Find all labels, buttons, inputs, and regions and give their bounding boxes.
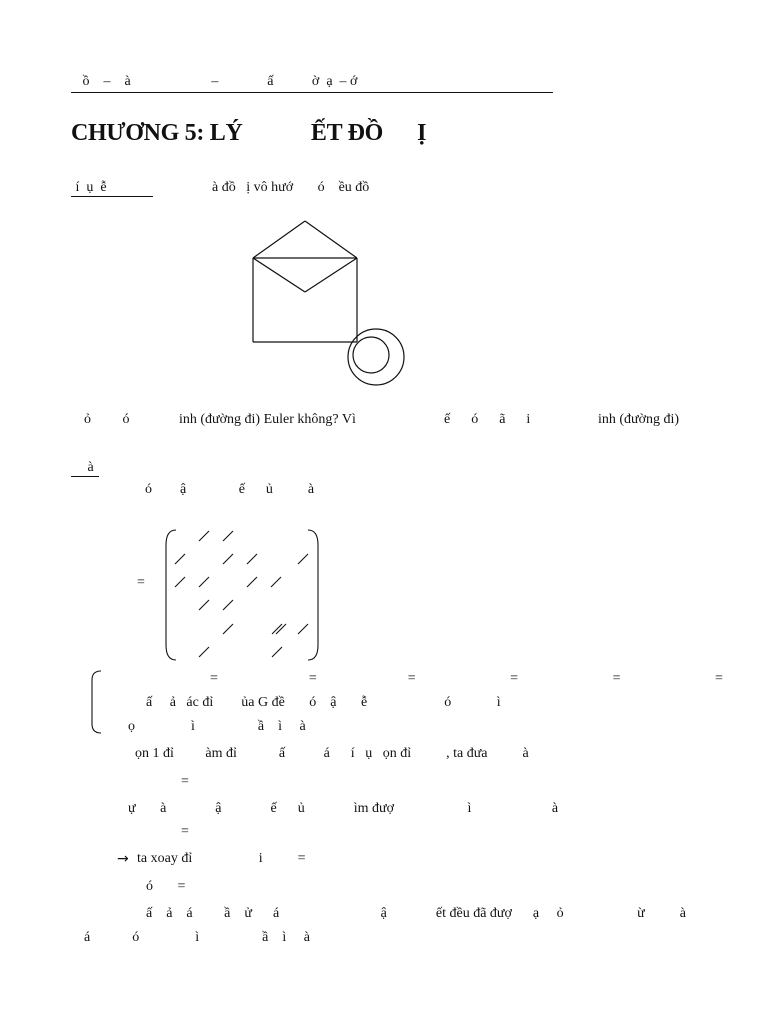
rotate-line: ta xoay đỉ i = — [137, 851, 306, 866]
question-middle: inh (đường đi) Euler không? Vì — [179, 412, 356, 427]
result-line: ó = — [146, 879, 186, 894]
equation-1: = — [181, 774, 189, 789]
final-line-2: á ó ì ầ ì à — [84, 930, 310, 945]
step-line-1: ó ậ ế ủ à — [145, 482, 315, 497]
question-lead: ỏ ó — [84, 412, 130, 427]
equation-2: = — [181, 824, 189, 839]
page-header: ồ – à – ấ ờ ạ – ớ — [72, 74, 358, 89]
brace-line-2: ọ ì ầ ì à — [128, 719, 306, 734]
brace-line-1: ấ ả ác đỉ ủa G đề ó ậ ễ ó ì — [146, 695, 501, 710]
solution-label: à — [84, 460, 98, 475]
chapter-title: CHƯƠNG 5: LÝ ẾT ĐỒ Ị — [71, 120, 427, 146]
example-label: í ụ ễ — [72, 180, 111, 195]
intro-text: à đồ ị vô hướ ó ều đồ — [212, 180, 370, 195]
question-tail: ế ó ã i — [444, 412, 531, 427]
continue-line: ự à ậ ế ủ ìm đượ ì à — [128, 801, 559, 816]
final-line-1: ấ ả á ầ ử á ậ ết đều đã đượ ạ ỏ ừ à — [146, 906, 686, 921]
arrow-icon: → — [117, 851, 129, 867]
matrix-equals: = — [137, 575, 145, 590]
pick-line: ọn 1 đỉ àm đỉ ấ á í ụ ọn đỉ , ta đưa à — [135, 746, 529, 761]
question-end: inh (đường đi) — [598, 412, 680, 427]
degrees-row: = = = = = = — [210, 671, 723, 686]
